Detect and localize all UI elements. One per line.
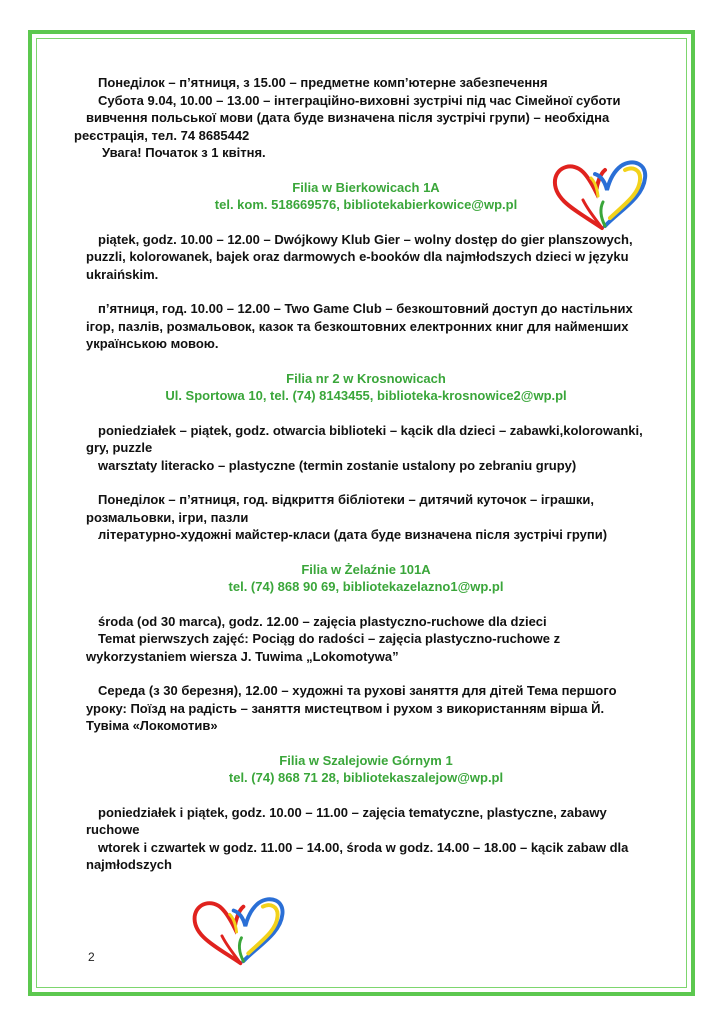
section-contact: tel. (74) 868 90 69, bibliotekazelazno1@wp.pl	[228, 579, 504, 594]
section-paragraph: poniedziałek – piątek, godz. otwarcia biblioteki – kącik dla dzieci – zabawki,kolorowanki, gry, puzzle	[86, 422, 643, 455]
intro-line: вивчення польської мови (дата буде визначена після зустрічі групи) – необхідна реєстрація, тел. 74 8685442	[74, 110, 610, 143]
section-paragraph: Середа (з 30 березня), 12.00 – художні та рухові заняття для дітей Тема першого уроку: Поїзд на радість – заняття мистецтвом і рухом з використанням вірша Й. Тувіма «Локомотив»	[86, 683, 617, 733]
section-paragraph: літературно-художні майстер-класи (дата буде визначена після зустрічі групи)	[98, 527, 608, 542]
section-paragraph: poniedziałek i piątek, godz. 10.00 – 11.00 – zajęcia tematyczne, plastyczne, zabawy ruchowe	[86, 804, 607, 837]
section-contact: tel. kom. 518669576, bibliotekabierkowice@wp.pl	[214, 197, 518, 212]
intro-note: Увага! Початок з 1 квітня.	[102, 145, 266, 160]
section-paragraph: п’ятниця, год. 10.00 – 12.00 – Two Game Club – безкоштовний доступ до настільних ігор, пазлів, розмальовок, казок та безкоштовних електронних книг для найменших українською мовою.	[86, 301, 633, 351]
page-number: 2	[88, 950, 95, 964]
section-title: Filia nr 2 w Krosnowicach	[286, 370, 446, 386]
intro-line: Субота 9.04, 10.00 – 13.00 – інтеграційно-виховні зустрічі під час Сімейної суботи	[98, 92, 621, 108]
section-paragraph: warsztaty literacko – plastyczne (termin zostanie ustalony po zebraniu grupy)	[98, 457, 577, 473]
section-title: Filia w Żelaźnie 101A	[301, 561, 431, 577]
section-title: Filia w Szalejowie Górnym 1	[279, 752, 453, 768]
hearts-logo-icon	[186, 893, 292, 969]
document-content	[74, 74, 646, 874]
section-contact: tel. (74) 868 71 28, bibliotekaszalejow@wp.pl	[228, 770, 504, 785]
intro-line: Понеділок – п’ятниця, з 15.00 – предметне комп’ютерне забезпечення	[98, 75, 548, 90]
section-paragraph: Temat pierwszych zajęć: Pociąg do radości – zajęcia plastyczno-ruchowe z wykorzystaniem wiersza J. Tuwima „Lokomotywa”	[86, 631, 561, 664]
section-paragraph: wtorek i czwartek w godz. 11.00 – 14.00, środa w godz. 14.00 – 18.00 – kącik zabaw dla najmłodszych	[86, 839, 629, 872]
section-paragraph: piątek, godz. 10.00 – 12.00 – Dwójkowy Klub Gier – wolny dostęp do gier planszowych, puzzli, kolorowanek, bajek oraz darmowych e-booków dla najmłodszych dzieci w języku ukraińskim.	[86, 231, 633, 282]
section-contact: Ul. Sportowa 10, tel. (74) 8143455, biblioteka-krosnowice2@wp.pl	[165, 388, 567, 403]
section-paragraph: środa (od 30 marca), godz. 12.00 – zajęcia plastyczno-ruchowe dla dzieci	[98, 613, 547, 629]
section-title: Filia w Bierkowicach 1A	[292, 179, 440, 195]
section-paragraph: Понеділок – п’ятниця, год. відкриття бібліотеки – дитячий куточок – іграшки, розмальовки, ігри, пазли	[86, 492, 595, 525]
